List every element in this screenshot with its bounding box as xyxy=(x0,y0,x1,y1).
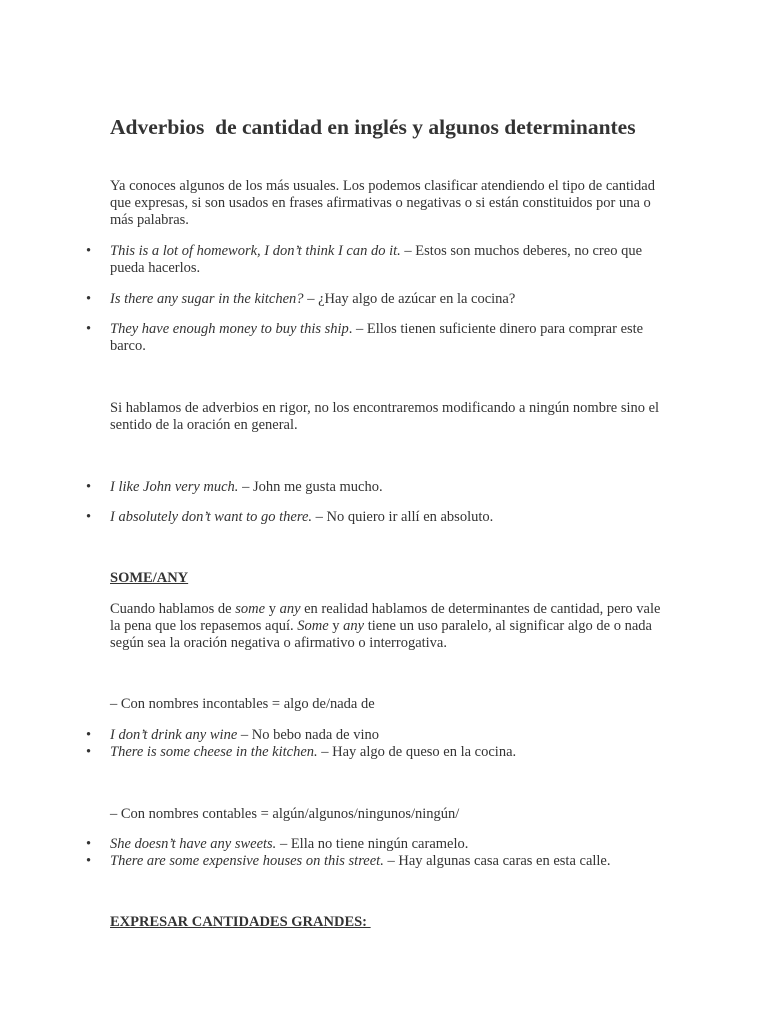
text-run-italic: any xyxy=(343,618,365,634)
list-item xyxy=(86,509,670,526)
list-item xyxy=(86,243,670,277)
list-item xyxy=(86,853,670,870)
example-spanish: – Hay algunas casa caras en esta calle. xyxy=(383,853,611,869)
heading-some-any: SOME/ANY xyxy=(110,570,189,586)
list-item xyxy=(86,836,670,853)
text-run: Cuando hablamos de xyxy=(110,601,236,617)
list-item xyxy=(86,291,670,308)
some-any-paragraph xyxy=(110,601,670,652)
text-run-italic: Some xyxy=(297,618,329,634)
text-run: tiene un uso paralelo, al significar algo de o nada según sea la oración negativa o afirmativo o interrogativa. xyxy=(110,618,652,651)
list-item xyxy=(86,479,670,496)
document-body xyxy=(86,114,670,930)
example-english: I like John very much. xyxy=(110,479,239,495)
example-spanish: – Estos son muchos deberes, no creo que pueda hacerlos. xyxy=(110,243,643,276)
example-spanish: – John me gusta mucho. xyxy=(238,479,383,495)
example-english: I don’t drink any wine xyxy=(110,727,238,743)
bullet-icon: • xyxy=(86,853,92,869)
bullet-icon: • xyxy=(86,291,92,307)
incontables-label: – Con nombres incontables = algo de/nada de xyxy=(110,696,375,712)
intro-paragraph: Ya conoces algunos de los más usuales. Los podemos clasificar atendiendo el tipo de cantidad que expresas, si son usados en frases afirmativas o negativas o si están constituidos por una o más palabras. xyxy=(110,178,655,228)
example-english: Is there any sugar in the kitchen? xyxy=(110,291,304,307)
page-title: Adverbios de cantidad en inglés y algunos determinantes xyxy=(110,115,636,139)
example-english: This is a lot of homework, I don’t think I can do it. xyxy=(110,243,401,259)
bullet-icon: • xyxy=(86,479,92,495)
text-run: en realidad hablamos de determinantes de cantidad, pero vale la pena que los repasemos aquí. xyxy=(110,601,661,634)
text-run: y xyxy=(265,601,280,617)
list-item xyxy=(86,727,670,744)
bullet-icon: • xyxy=(86,243,92,259)
contables-label: – Con nombres contables = algún/algunos/ningunos/ningún/ xyxy=(110,806,460,822)
heading-cantidades-grandes: EXPRESAR CANTIDADES GRANDES: xyxy=(110,914,371,930)
bullet-icon: • xyxy=(86,321,92,337)
example-english: She doesn’t have any sweets. xyxy=(110,836,277,852)
bullet-icon: • xyxy=(86,744,92,760)
text-run-italic: some xyxy=(235,601,266,617)
example-spanish: – No quiero ir allí en absoluto. xyxy=(312,509,494,525)
list-item xyxy=(86,321,670,355)
example-english: I absolutely don’t want to go there. xyxy=(110,509,313,525)
list-item xyxy=(86,744,670,761)
example-english: They have enough money to buy this ship xyxy=(110,321,349,337)
example-spanish: – Ella no tiene ningún caramelo. xyxy=(276,836,469,852)
rigor-paragraph: Si hablamos de adverbios en rigor, no los encontraremos modificando a ningún nombre sino el sentido de la oración en general. xyxy=(110,400,660,433)
example-spanish: – Hay algo de queso en la cocina. xyxy=(317,744,517,760)
bullet-icon: • xyxy=(86,509,92,525)
text-run-italic: any xyxy=(279,601,301,617)
example-spanish: – ¿Hay algo de azúcar en la cocina? xyxy=(303,291,516,307)
bullet-icon: • xyxy=(86,836,92,852)
example-spanish: – No bebo nada de vino xyxy=(237,727,380,743)
example-english: There is some cheese in the kitchen. xyxy=(110,744,318,760)
bullet-icon: • xyxy=(86,727,92,743)
example-spanish: . – Ellos tienen suficiente dinero para comprar este barco. xyxy=(110,321,644,354)
example-english: There are some expensive houses on this street. xyxy=(110,853,384,869)
text-run: y xyxy=(328,618,344,634)
